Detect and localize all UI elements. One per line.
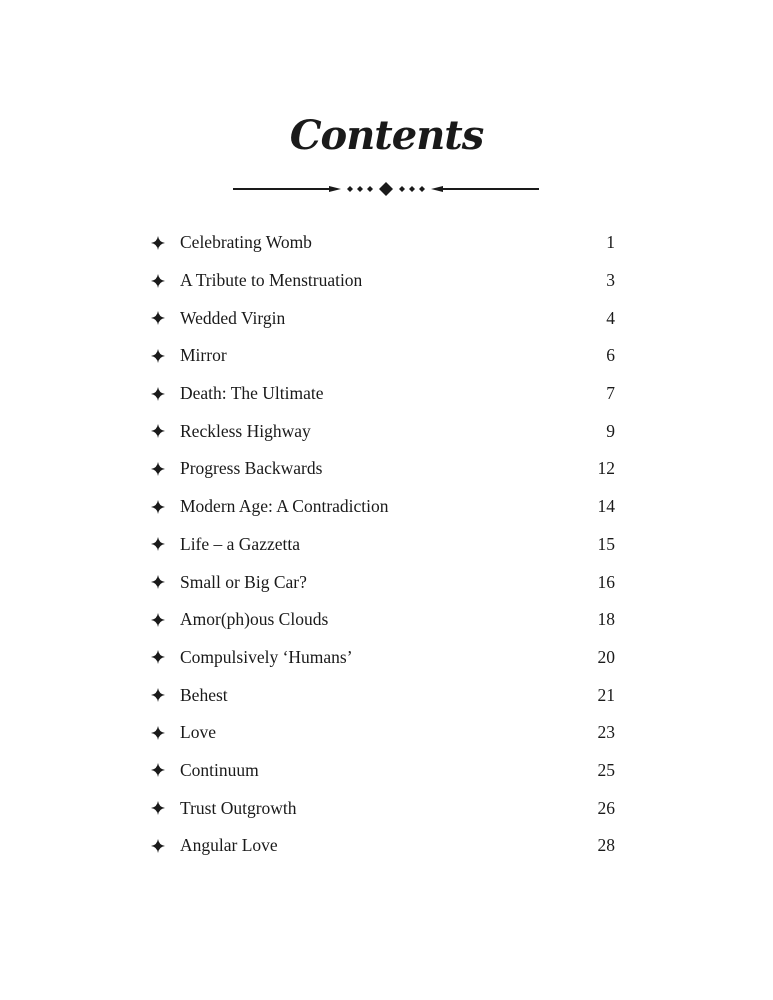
toc-entry[interactable] (151, 639, 615, 677)
toc-entry[interactable] (151, 563, 615, 601)
four-point-star-icon (151, 763, 165, 777)
four-point-star-icon (151, 575, 165, 589)
toc-entry[interactable] (151, 827, 615, 865)
four-point-star-icon (151, 462, 165, 476)
four-point-star-icon (151, 726, 165, 740)
toc-entry[interactable] (151, 601, 615, 639)
toc-entry-title: Compulsively ‘Humans’ (180, 646, 353, 667)
toc-entry-title: Angular Love (180, 835, 278, 856)
toc-entry-title: Love (180, 722, 216, 743)
toc-entry[interactable] (151, 299, 615, 337)
toc-entry-page-number: 6 (606, 345, 615, 366)
toc-entry-page-number: 21 (597, 684, 615, 705)
table-of-contents (151, 224, 615, 865)
toc-entry-title: A Tribute to Menstruation (180, 270, 363, 291)
toc-entry[interactable] (151, 224, 615, 262)
toc-entry-title: Life – a Gazzetta (180, 533, 300, 554)
toc-entry-title: Death: The Ultimate (180, 383, 324, 404)
toc-entry-page-number: 18 (597, 609, 615, 630)
page-title: Contents (289, 112, 484, 159)
toc-entry[interactable] (151, 752, 615, 790)
four-point-star-icon (151, 500, 165, 514)
toc-entry[interactable] (151, 450, 615, 488)
four-point-star-icon (151, 274, 165, 288)
four-point-star-icon (151, 537, 165, 551)
toc-entry-page-number: 12 (597, 458, 615, 479)
four-point-star-icon (151, 839, 165, 853)
toc-entry-page-number: 15 (597, 533, 615, 554)
toc-entry-page-number: 20 (597, 646, 615, 667)
toc-entry-title: Modern Age: A Contradiction (180, 496, 389, 517)
toc-entry-page-number: 7 (606, 383, 615, 404)
four-point-star-icon (151, 613, 165, 627)
toc-entry-title: Continuum (180, 759, 259, 780)
four-point-star-icon (151, 311, 165, 325)
toc-entry-page-number: 25 (597, 759, 615, 780)
toc-entry[interactable] (151, 789, 615, 827)
toc-entry-title: Behest (180, 684, 228, 705)
toc-entry-title: Celebrating Womb (180, 232, 312, 253)
toc-entry-page-number: 3 (606, 270, 615, 291)
four-point-star-icon (151, 387, 165, 401)
toc-entry-page-number: 4 (606, 307, 615, 328)
toc-entry-page-number: 26 (597, 797, 615, 818)
toc-entry[interactable] (151, 714, 615, 752)
toc-entry-title: Wedded Virgin (180, 307, 286, 328)
ornamental-divider-icon (233, 180, 539, 198)
toc-entry[interactable] (151, 412, 615, 450)
toc-entry-page-number: 14 (597, 496, 615, 517)
toc-entry[interactable] (151, 337, 615, 375)
four-point-star-icon (151, 424, 165, 438)
toc-entry-page-number: 1 (606, 232, 615, 253)
toc-entry-title: Amor(ph)ous Clouds (180, 609, 329, 630)
toc-entry[interactable] (151, 488, 615, 526)
toc-entry[interactable] (151, 262, 615, 300)
toc-entry-page-number: 28 (597, 835, 615, 856)
toc-entry[interactable] (151, 526, 615, 564)
toc-entry-title: Small or Big Car? (180, 571, 307, 592)
toc-entry-title: Trust Outgrowth (180, 797, 297, 818)
four-point-star-icon (151, 236, 165, 250)
toc-entry-title: Progress Backwards (180, 458, 323, 479)
toc-entry-page-number: 16 (597, 571, 615, 592)
toc-entry-page-number: 23 (597, 722, 615, 743)
four-point-star-icon (151, 688, 165, 702)
four-point-star-icon (151, 801, 165, 815)
toc-entry[interactable] (151, 676, 615, 714)
toc-entry-title: Reckless Highway (180, 420, 311, 441)
toc-entry[interactable] (151, 375, 615, 413)
four-point-star-icon (151, 650, 165, 664)
toc-entry-title: Mirror (180, 345, 227, 366)
four-point-star-icon (151, 349, 165, 363)
toc-entry-page-number: 9 (606, 420, 615, 441)
